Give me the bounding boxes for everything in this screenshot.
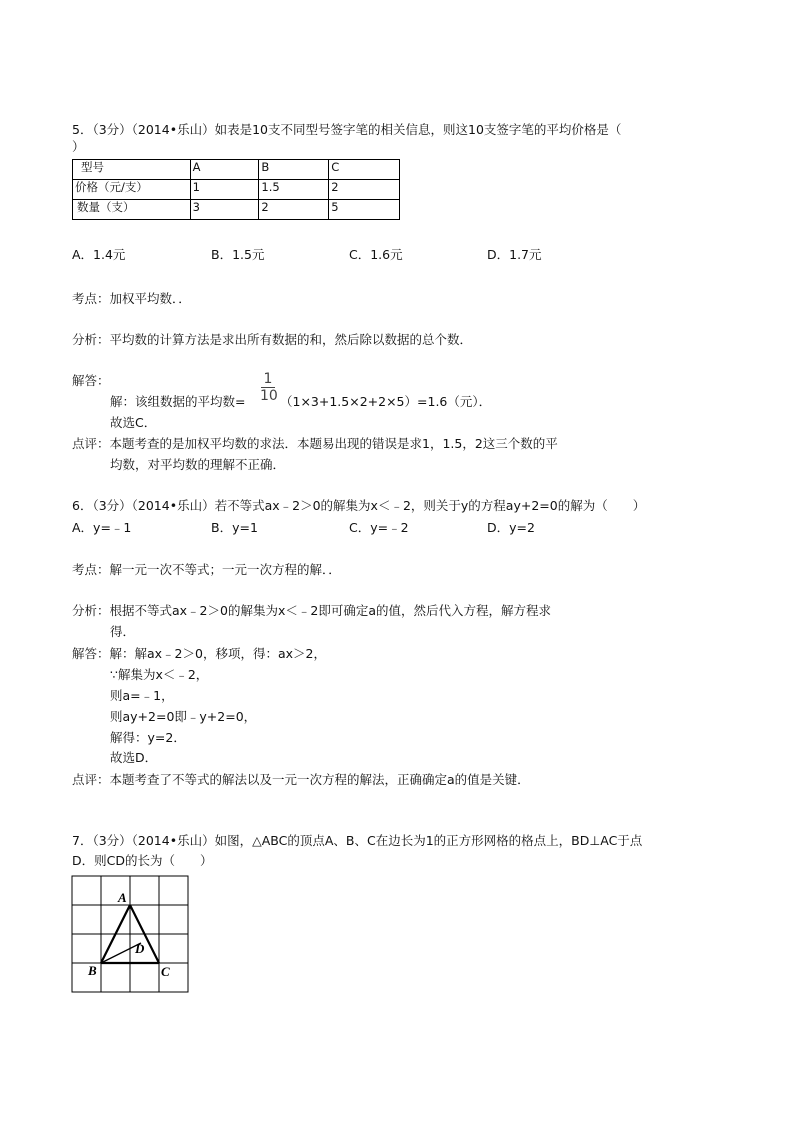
q6-jieda-line3: 则a=﹣1， (110, 688, 174, 703)
q7-stem-line1: 7．（3分）（2014•乐山）如图，△ABC的顶点A、B、C在边长为1的正方形网格的格点上，BD⊥AC于点 (72, 833, 643, 848)
q6-kaodian: 考点：解一元一次不等式；一元一次方程的解．． (72, 562, 341, 577)
q5-option-d: D．1.7元 (487, 247, 542, 262)
table-cell: 3 (190, 200, 259, 220)
q6-jieda-line4: 则ay+2=0即﹣y+2=0， (110, 709, 257, 724)
table-cell: 数量（支） (73, 200, 191, 220)
q6-option-c: C．y=﹣2 (349, 520, 409, 535)
q6-dianping: 点评：本题考查了不等式的解法以及一元一次方程的解法，正确确定a的值是关键． (72, 772, 530, 787)
q5-option-b: B．1.5元 (211, 247, 265, 262)
fraction-numerator: 1 (263, 371, 273, 387)
q5-stem-line1: 5．（3分）（2014•乐山）如表是10支不同型号签字笔的相关信息，则这10支签字笔的平均价格是（ (72, 122, 622, 137)
table-cell: C (329, 160, 400, 180)
q6-option-d: D．y=2 (487, 520, 535, 535)
label-b: B (88, 963, 97, 978)
q6-jieda-line5: 解得：y=2． (110, 730, 186, 745)
q7-stem-line2: D．则CD的长为（ ） (72, 853, 213, 868)
fraction-one-tenth (260, 371, 276, 404)
table-cell: 2 (259, 200, 329, 220)
table-cell: 1 (190, 180, 259, 200)
q5-dianping-line1: 点评：本题考查的是加权平均数的求法．本题易出现的错误是求1，1.5，2这三个数的平 (72, 436, 558, 451)
table-cell: 型号 (73, 160, 191, 180)
q5-jieda-line2: 故选C． (110, 415, 157, 430)
table-row (73, 160, 400, 180)
label-c: C (161, 964, 170, 979)
q6-stem: 6．（3分）（2014•乐山）若不等式ax﹣2＞0的解集为x＜﹣2，则关于y的方程ay+2=0的解为（ ） (72, 498, 646, 513)
table-cell: B (259, 160, 329, 180)
q5-dianping-line2: 均数，对平均数的理解不正确． (110, 457, 286, 472)
q5-info-table (72, 159, 400, 220)
table-cell: 1.5 (259, 180, 329, 200)
q6-option-b: B．y=1 (211, 520, 258, 535)
triangle-grid-figure (71, 875, 191, 995)
table-cell: 价格（元/支） (73, 180, 191, 200)
table-row (73, 180, 400, 200)
q5-option-a: A．1.4元 (72, 247, 126, 262)
q6-fenxi-line2: 得． (110, 624, 136, 639)
table-cell: 2 (329, 180, 400, 200)
q6-fenxi-line1: 分析：根据不等式ax﹣2＞0的解集为x＜﹣2即可确定a的值，然后代入方程，解方程求 (72, 603, 551, 618)
q6-option-a: A．y=﹣1 (72, 520, 132, 535)
label-a: A (118, 890, 127, 905)
table-cell: A (190, 160, 259, 180)
q6-jieda-line1: 解答：解：解ax﹣2＞0，移项，得：ax＞2， (72, 646, 326, 661)
fraction-denominator: 10 (260, 388, 278, 404)
q6-jieda-line2: ∵解集为x＜﹣2， (110, 667, 209, 682)
q6-jieda-line6: 故选D． (110, 750, 158, 765)
q5-jieda-line1b: （1×3+1.5×2+2×5）=1.6（元）． (280, 394, 492, 409)
table-row (73, 200, 400, 220)
q5-option-c: C．1.6元 (349, 247, 403, 262)
table-cell: 5 (329, 200, 400, 220)
q5-stem-line2: ） (72, 139, 85, 154)
q5-jieda-label: 解答： (72, 373, 110, 388)
q5-fenxi: 分析：平均数的计算方法是求出所有数据的和，然后除以数据的总个数． (72, 332, 473, 347)
q5-kaodian: 考点：加权平均数．． (72, 291, 191, 306)
label-d: D (135, 941, 145, 956)
q5-jieda-line1a: 解：该组数据的平均数= (110, 394, 246, 409)
